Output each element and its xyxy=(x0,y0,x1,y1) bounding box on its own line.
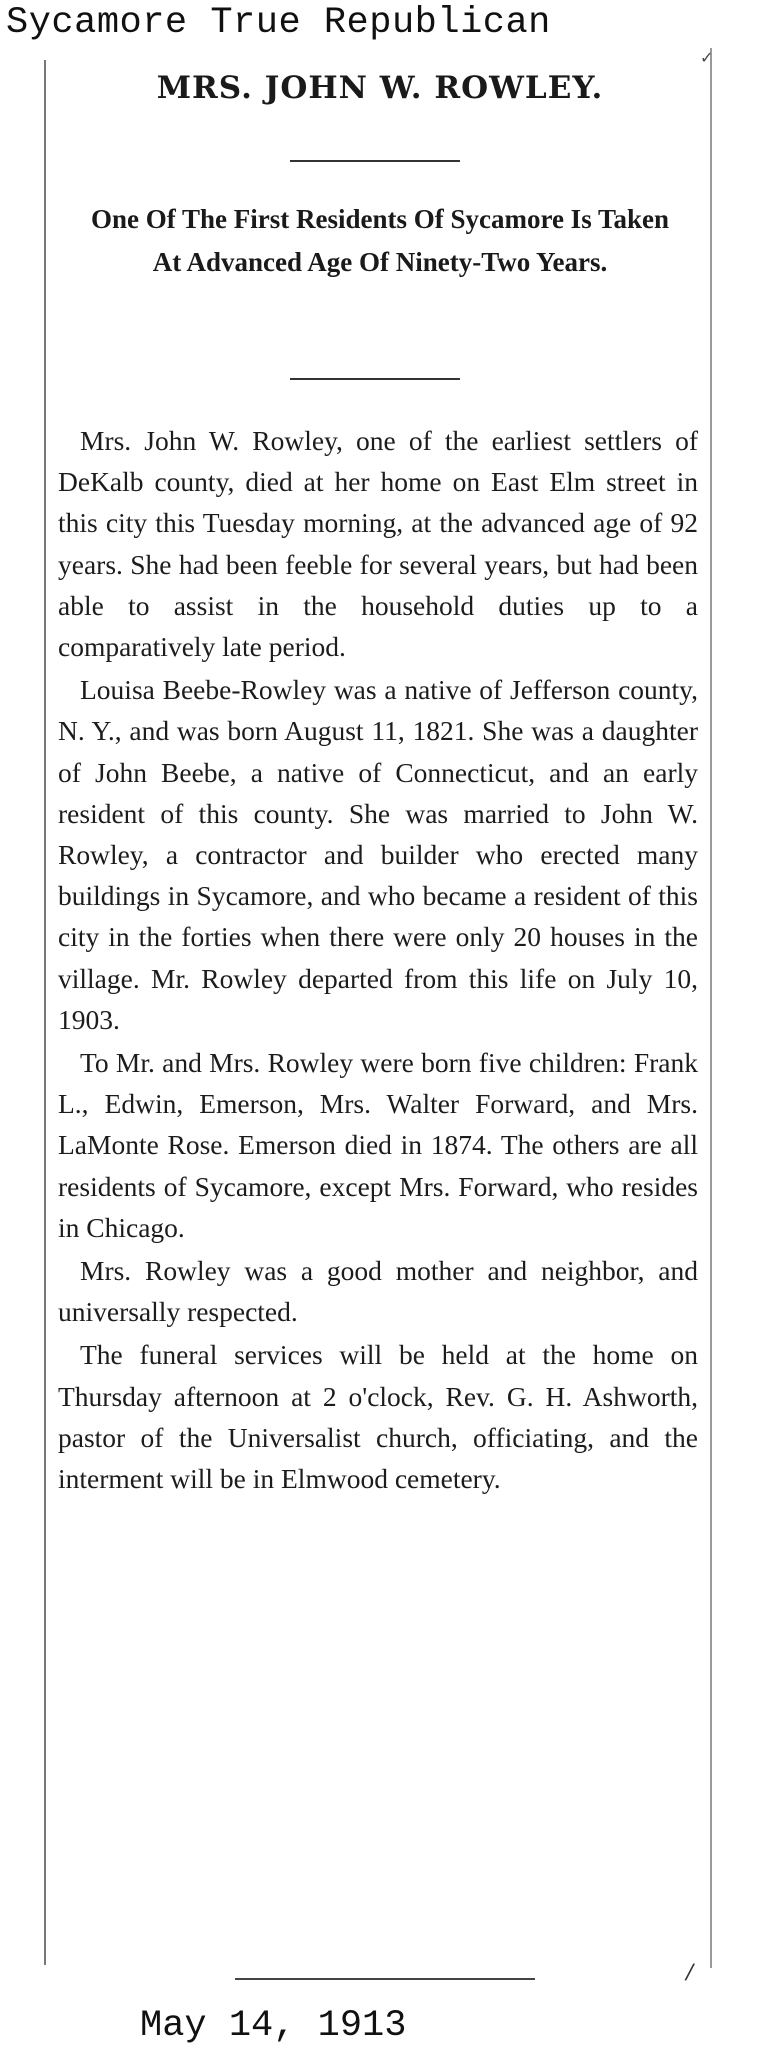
newspaper-source-title: Sycamore True Republican xyxy=(6,2,551,44)
subhead-divider xyxy=(290,378,460,380)
paragraph: Mrs. John W. Rowley, one of the earliest settlers of DeKalb county, died at her home on East Elm street in this city this Tuesday morning, at the advanced age of 92 years. She had been feeble for several years, but had been able to assist in the household duties up to a comparatively late period. xyxy=(58,425,698,663)
article-body xyxy=(58,420,698,1499)
column-rule-left xyxy=(44,60,46,1965)
paragraph: Louisa Beebe-Rowley was a native of Jefferson county, N. Y., and was born August 11, 1821. She was a daughter of John Beebe, a native of Connecticut, and an early resident of this county. She was married to John W. Rowley, a contractor and builder who erected many buildings in Sycamore, and who became a resident of this city in the forties when there were only 20 houses in the village. Mr. Rowley departed from this life on July 10, 1903. xyxy=(58,674,698,1035)
article-subheadline: One Of The First Residents Of Sycamore Is Taken At Advanced Age Of Ninety-Two Years. xyxy=(90,204,670,277)
paragraph: The funeral services will be held at the home on Thursday afternoon at 2 o'clock, Rev. G. H. Ashworth, pastor of the Universalist church, officiating, and the interment will be in Elmwood cemetery. xyxy=(58,1339,698,1495)
check-mark-icon: ✓ xyxy=(700,48,714,67)
publication-date: May 14, 1913 xyxy=(140,2005,407,2047)
paragraph: Mrs. Rowley was a good mother and neighbor, and universally respected. xyxy=(58,1255,698,1328)
pen-mark: / xyxy=(683,1959,696,1986)
article-headline: MRS. JOHN W. ROWLEY. xyxy=(156,70,604,106)
headline-divider xyxy=(290,160,460,162)
column-rule-right xyxy=(710,48,712,1968)
article-end-rule xyxy=(235,1978,535,1980)
paragraph: To Mr. and Mrs. Rowley were born five children: Frank L., Edwin, Emerson, Mrs. Walter Forward, and Mrs. LaMonte Rose. Emerson died in 1874. The others are all residents of Sycamore, except Mrs. Forward, who resides in Chicago. xyxy=(58,1047,698,1243)
